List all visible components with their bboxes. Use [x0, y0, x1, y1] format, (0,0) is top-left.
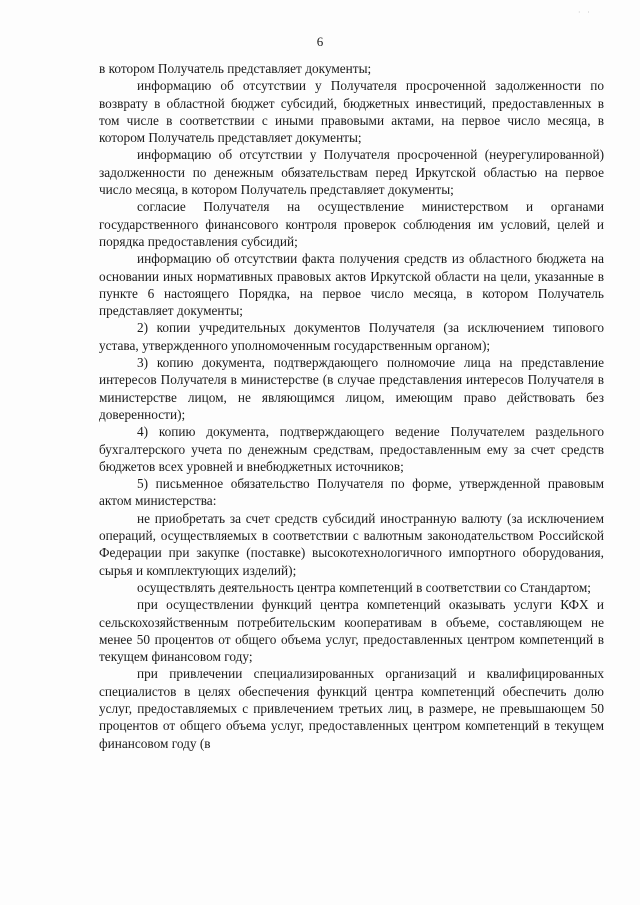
paragraph: 3) копию документа, подтверждающего полномочие лица на представление интересов Получателя в министерстве (в случае представления интересов Получателя в министерстве лицом, не являющимся лицом, имеющим право действовать без доверенности); — [99, 355, 604, 422]
paragraph: в котором Получатель представляет документы; — [99, 61, 372, 76]
paragraph: 5) письменное обязательство Получателя по форме, утвержденной правовым актом министерства: — [99, 476, 604, 509]
paragraph: информацию об отсутствии у Получателя просроченной задолженности по возврату в областной бюджет субсидий, бюджетных инвестиций, предоставленных в том числе в соответствии с иными правовыми актами, на первое число месяца, в котором Получатель представляет документы; — [99, 78, 604, 146]
paragraph: 2) копии учредительных документов Получателя (за исключением типового устава, утвержденного уполномоченным государственным органом); — [99, 320, 604, 353]
paragraph: информацию об отсутствии у Получателя просроченной (неурегулированной) задолженности по денежным обязательствам перед Иркутской областью на первое число месяца, в котором Получатель представляет документы; — [99, 147, 604, 198]
paragraph: не приобретать за счет средств субсидий иностранную валюту (за исключением операций, осуществляемых в соответствии с валютным законодательством Российской Федерации при закупке (поставке) высокотехнологичного импортного оборудования, сырья и комплектующих изделий); — [99, 510, 604, 578]
paragraph: согласие Получателя на осуществление министерством и органами государственного финансового контроля проверок соблюдения им условий, целей и порядка предоставления субсидий; — [99, 199, 604, 249]
paragraph: осуществлять деятельность центра компетенций в соответствии со Стандартом; — [137, 579, 591, 595]
paragraph: при осуществлении функций центра компетенций оказывать услуги КФХ и сельскохозяйственным потребительским кооперативам в объеме, составляющем не менее 50 процентов от общего объема услуг, предоставленных центром компетенций в текущем финансовом году; — [99, 597, 604, 665]
page-number: 6 — [316, 34, 324, 49]
paragraph: 4) копию документа, подтверждающего ведение Получателем раздельного бухгалтерского учета по денежным средствам, предоставленным ему за счет средств бюджетов всех уровней и внебюджетных источников; — [99, 424, 604, 474]
scan-mark: · · — [578, 8, 592, 17]
document-body — [99, 60, 604, 752]
paragraph: информацию об отсутствии факта получения средств из областного бюджета на основании иных нормативных правовых актов Иркутской области на цели, указанные в пункте 6 настоящего Порядка, на первое число месяца, в котором Получатель представляет документы; — [99, 251, 604, 319]
paragraph: при привлечении специализированных организаций и квалифицированных специалистов в целях обеспечения функций центра компетенций обеспечить долю услуг, предоставляемых с привлечением третьих лиц, в размере, не превышающем 50 процентов от общего объема услуг, предоставленных центром компетенций в текущем финансовом году (в — [99, 666, 604, 751]
